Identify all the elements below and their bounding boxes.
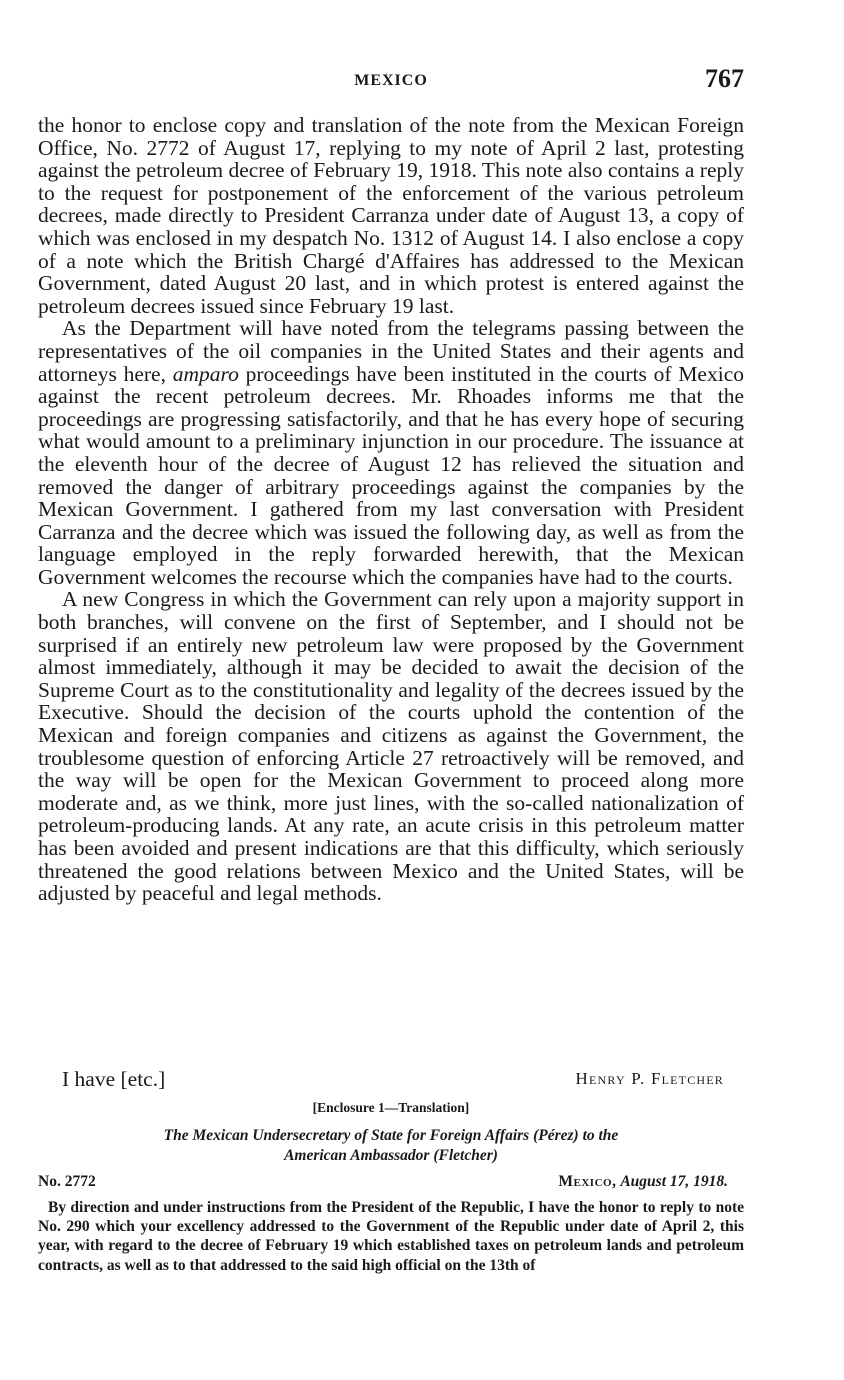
dateline — [38, 1173, 744, 1195]
letter-body — [38, 114, 744, 905]
page-number: 767 — [705, 64, 744, 93]
closing-formula: I have [etc.] — [62, 1067, 166, 1091]
date: August 17, 1918. — [620, 1173, 728, 1190]
enclosure-label: [Enclosure 1—Translation] — [312, 1100, 470, 1115]
place: Mexico, — [558, 1173, 617, 1190]
enclosure-body — [38, 1198, 744, 1275]
running-head — [38, 64, 744, 98]
running-title: MEXICO — [354, 72, 428, 89]
enclosure-title-line: The Mexican Undersecretary of State for Foreign Affairs (Pérez) to the — [163, 1127, 619, 1144]
enclosure-title-line: American Ambassador (Fletcher) — [284, 1147, 498, 1164]
enclosure-title — [58, 1126, 724, 1166]
paragraph-text: As the Department will have noted from the telegrams passing between the representatives of the oil companies in the United States and their agents and attorneys here, — [38, 316, 744, 386]
paragraph-amparo — [38, 317, 744, 588]
signature: Henry P. Fletcher — [575, 1069, 724, 1088]
italic-term: amparo — [172, 361, 239, 386]
paragraph-continuation: the honor to enclose copy and translation of the note from the Mexican Foreign Office, No. 2772 of August 17, replying to my note of April 2 last, protesting against the petroleum decree of February 19, 1918. This note also contains a reply to the request for postponement of the enforcement of the various petroleum decrees, made directly to President Carranza under date of August 13, a copy of which was enclosed in my despatch No. 1312 of August 14. I also enclose a copy of a note which the British Chargé d'Affaires has addressed to the Mexican Government, dated August 20 last, and in which protest is entered against the petroleum decrees issued since February 19 last. — [38, 113, 744, 318]
closing-row — [38, 1067, 744, 1091]
enclosure-paragraph: By direction and under instructions from the President of the Republic, I have the honor to reply to note No. 290 which your excellency addressed to the Government of the Republic under date of April 2, this year, with regard to the decree of February 19 which established taxes on petroleum lands and petroleum contracts, as well as to that addressed to the said high official on the 13th of — [38, 1199, 744, 1274]
note-number: No. 2772 — [38, 1173, 96, 1190]
paragraph-congress: A new Congress in which the Government can rely upon a majority support in both branches, will convene on the first of September, and I should not be surprised if an entirely new petroleum law were proposed by the Government almost immediately, although it may be decided to await the decision of the Supreme Court as to the constitutionality and legality of the decrees issued by the Executive. Should the decision of the courts uphold the contention of the Mexican and foreign companies and citizens as against the Government, the troublesome question of enforcing Article 27 retroactively will be removed, and the way will be open for the Mexican Government to proceed along more moderate and, as we think, more just lines, with the so-called nationalization of petroleum-producing lands. At any rate, an acute crisis in this petroleum matter has been avoided and present indications are that this difficulty, which seriously threatened the good relations between Mexico and the United States, will be adjusted by peaceful and legal methods. — [38, 587, 744, 906]
paragraph-text: proceedings have been instituted in the courts of Mexico against the recent petroleum decrees. Mr. Rhoades informs me that the proceedings are progressing satisfactorily, and that he has every hope of securing what would amount to a preliminary injunction in our procedure. The issuance at the eleventh hour of the decree of August 12 has relieved the situation and removed the danger of arbitrary proceedings against the companies by the Mexican Government. I gathered from my last conversation with President Carranza and the decree which was issued the following day, as well as from the language employed in the reply forwarded herewith, that the Mexican Government welcomes the recourse which the companies have had to the courts. — [38, 361, 744, 589]
place-date — [558, 1173, 728, 1191]
